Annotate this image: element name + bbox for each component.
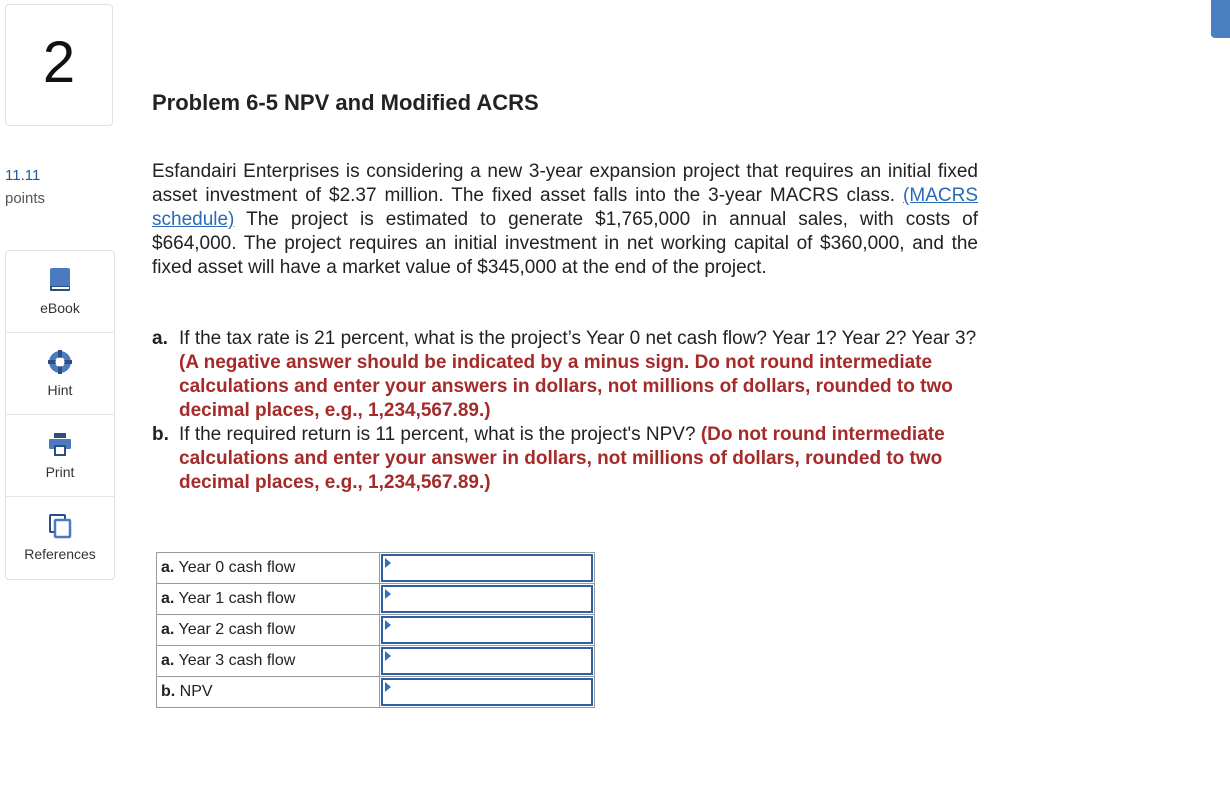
question-number-box (5, 4, 113, 126)
hint-button[interactable] (6, 333, 114, 415)
part-letter: b. (152, 424, 169, 445)
problem-text-after: The project is estimated to generate $1,765,000 in annual sales, with costs of $664,000. The project requires an initial investment in net working capital of $360,000, and the fixed asset will have a market value of $345,000 at the end of the project. (152, 209, 978, 278)
points-value: 11.11 (5, 167, 41, 184)
ebook-button[interactable] (6, 251, 114, 333)
print-label: Print (45, 464, 75, 480)
row-label: a. Year 2 cash flow (157, 615, 380, 646)
row-label: a. Year 1 cash flow (157, 584, 380, 615)
problem-statement (152, 160, 978, 280)
year-0-cash-flow-input[interactable] (383, 556, 591, 580)
ebook-label: eBook (40, 300, 80, 316)
part-a (152, 327, 982, 423)
npv-input[interactable] (383, 680, 591, 704)
printer-icon (47, 431, 73, 457)
side-toolbar (5, 250, 115, 580)
part-instruction: (A negative answer should be indicated by a minus sign. Do not round intermediate calculations and enter your answers in dollars, not millions of dollars, rounded to two decimal places, e.g., 1,234,567.89.) (179, 352, 953, 421)
question-parts (152, 327, 982, 495)
references-label: References (24, 546, 96, 562)
row-label: a. Year 0 cash flow (157, 553, 380, 584)
problem-title: Problem 6-5 NPV and Modified ACRS (152, 90, 539, 115)
table-row (157, 584, 595, 615)
references-button[interactable] (6, 497, 114, 579)
part-b (152, 423, 982, 495)
part-text: If the required return is 11 percent, what is the project's NPV? (179, 424, 701, 445)
points-label: points (5, 190, 46, 207)
part-instruction: (Do not round intermediate calculations and enter your answer in dollars, not millions of dollars, rounded to two decimal places, e.g., 1,234,567.89.) (179, 424, 945, 493)
question-number: 2 (42, 30, 76, 95)
print-button[interactable] (6, 415, 114, 497)
year-1-cash-flow-input[interactable] (383, 587, 591, 611)
table-row (157, 553, 595, 584)
part-letter: a. (152, 328, 168, 349)
hint-label: Hint (47, 382, 73, 398)
part-text: If the tax rate is 21 percent, what is the project’s Year 0 net cash flow? Year 1? Year 2? Year 3? (179, 328, 977, 349)
row-label: a. Year 3 cash flow (157, 646, 380, 677)
table-row (157, 677, 595, 708)
year-2-cash-flow-input[interactable] (383, 618, 591, 642)
table-row (157, 615, 595, 646)
copy-pages-icon (47, 513, 73, 539)
macrs-schedule-link[interactable]: (MACRS schedule) (152, 185, 978, 230)
problem-text-before: Esfandairi Enterprises is considering a new 3-year expansion project that requires an initial fixed asset investment of $2.37 million. The fixed asset falls into the 3-year MACRS class. (152, 161, 978, 206)
table-row (157, 646, 595, 677)
book-icon (48, 267, 72, 293)
year-3-cash-flow-input[interactable] (383, 649, 591, 673)
lifebuoy-icon (47, 349, 73, 375)
top-right-tab-button[interactable] (1211, 0, 1230, 38)
answer-table (156, 552, 595, 708)
row-label: b. NPV (157, 677, 380, 708)
